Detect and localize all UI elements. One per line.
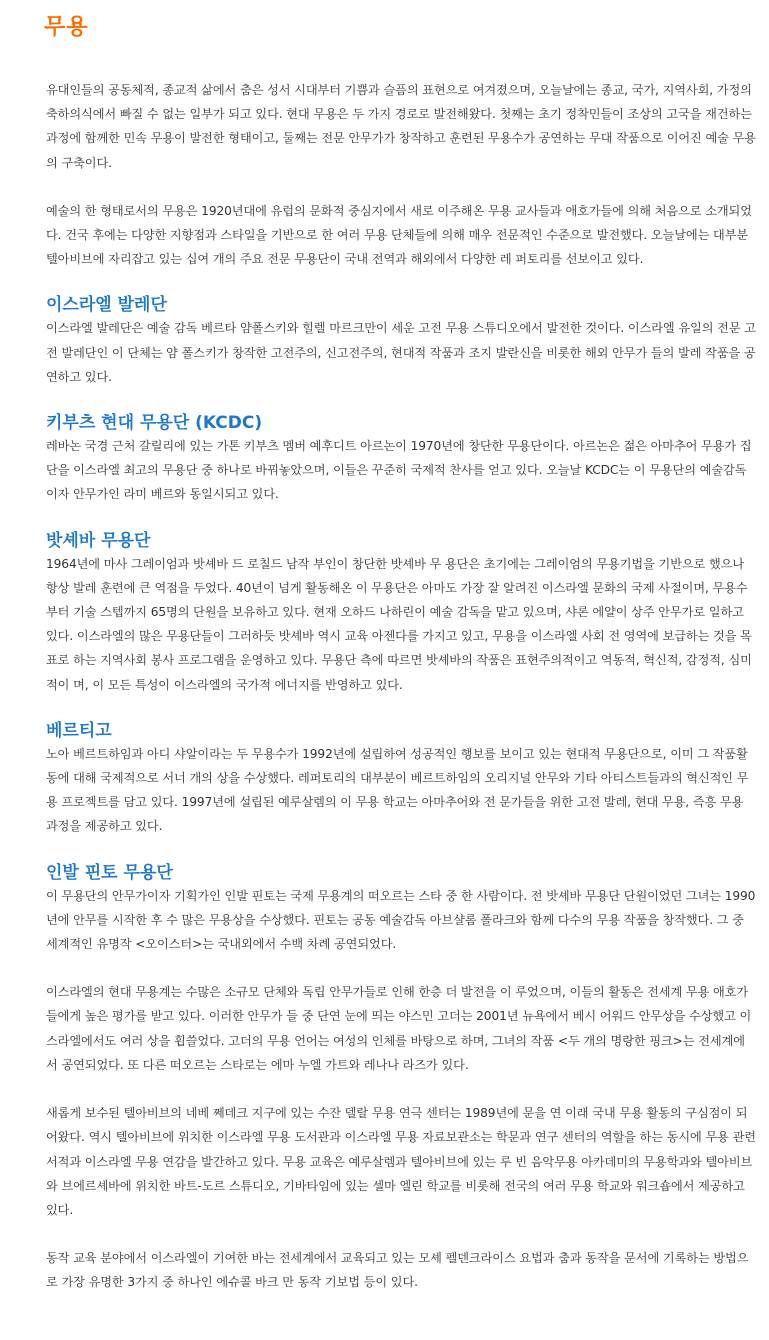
article-content <box>46 78 756 1295</box>
paragraph-spacer <box>46 175 756 199</box>
section-spacer <box>46 697 756 720</box>
section-title-israel-ballet: 이스라엘 발레단 <box>46 295 167 316</box>
intro-paragraph-1: 유대인들의 공동체적, 종교적 삶에서 춤은 성서 시대부터 기쁨과 슬픔의 표현으로 여겨졌으며, 오늘날에는 종교, 국가, 지역사회, 가정의 축하의식에서 빠질 수 없는 일부가 되고 있다. 현대 무용은 두 가지 경로로 발전해왔다. 첫째는 초기 정착민들이 조상의 고국을 재건하는 과정에 함께한 민속 무용이 발전한 형태이고, 둘째는 전문 안무가가 창작하고 훈련된 무용수가 공연하는 무대 작품으로 이어진 예술 무용의 구축이다. <box>46 83 756 170</box>
intro-paragraph-2: 예술의 한 형태로서의 무용은 1920년대에 유럽의 문화적 중심지에서 새로 이주해온 무용 교사들과 애호가들에 의해 처음으로 소개되었다. 건국 후에는 다양한 지향점과 스타일을 기반으로 한 여러 무용 단체들에 의해 매우 전문적인 수준으로 발전했다. 오늘날에는 대부분 텔아비브에 자리잡고 있는 십여 개의 주요 전문 무용단이 국내 전역과 해외에서 다양한 레 퍼토리를 선보이고 있다. <box>46 203 752 267</box>
section-spacer <box>46 839 756 862</box>
paragraph-spacer <box>46 1077 756 1101</box>
section-body-vertigo: 노아 베르트하임과 아디 샤알이라는 두 무용수가 1992년에 설립하여 성공적인 행보를 보이고 있는 현대적 무용단으로, 이미 그 작품활동에 대해 국제적으로 서너 개의 상을 수상했다. 레퍼토리의 대부분이 베르트하임의 오리지널 안무와 기타 아티스트들과의 혁신적인 무용 프로젝트를 담고 있다. 1997년에 설립된 예루살렘의 이 무용 학교는 아마추어와 전 문가들을 위한 고전 발레, 현대 무용, 즉흥 무용 과정을 제공하고 있다. <box>46 746 749 834</box>
section-spacer <box>46 271 756 294</box>
section-body-kcdc: 레바논 국경 근처 갈릴리에 있는 가톤 키부츠 멤버 예후디트 아르논이 1970년에 창단한 무용단이다. 아르논은 젊은 아마추어 무용가 집단을 이스라엘 최고의 무용단 중 하나로 바꿔놓았으며, 이들은 꾸준히 국제적 찬사를 얻고 있다. 오늘날 KCDC는 이 무용단의 예술감독이자 안무가인 라미 베르와 동일시되고 있다. <box>46 439 752 502</box>
page-title: 무용 <box>44 15 89 40</box>
section-title-batsheva: 밧셰바 무용단 <box>46 530 151 551</box>
outro-paragraph-2: 새롭게 보수된 텔아비브의 네베 쩨데크 지구에 있는 수잔 델랄 무용 연극 센터는 1989년에 문을 연 이래 국내 무용 활동의 구심점이 되어왔다. 역시 텔아비브에 위치한 이스라엘 무용 도서관과 이스라엘 무용 자료보관소는 학문과 연구 센터의 역할을 하는 동시에 무용 관련 서적과 이스라엘 무용 연감을 발간하고 있다. 무용 교육은 예루살렘과 텔아비브에 있는 루 빈 음악무용 아카데미의 무용학과와 텔아비브와 브에르셰바에 위치한 바트-도르 스튜디오, 기바타임에 있는 셀마 엘린 학교를 비롯해 전국의 여러 무용 학교와 워크숍에서 제공하고 있다. <box>46 1106 756 1217</box>
section-title-vertigo: 베르티고 <box>46 720 112 741</box>
section-body-batsheva: 1964년에 마사 그레이엄과 밧셰바 드 로칠드 남작 부인이 창단한 밧셰바 무 용단은 초기에는 그레이엄의 무용기법을 기반으로 했으나 항상 발레 훈련에 큰 역점을 두었다. 40년이 넘게 활동해온 이 무용단은 아마도 가장 잘 알려진 이스라엘 문화의 국제 사절이며, 무용수부터 기술 스텝까지 65명의 단원을 보유하고 있다. 현재 오하드 나하린이 예술 감독을 맡고 있으며, 샤론 에얄이 상주 안무가로 일하고 있다. 이스라엘의 많은 무용단들이 그러하듯 밧셰바 역시 교육 아젠다를 가지고 있고, 무용을 이스라엘 사회 전 영역에 보급하는 것을 목표로 하는 지역사회 봉사 프로그램을 운영하고 있다. 무용단 측에 따르면 밧셰바의 작품은 표현주의적이고 역동적, 혁신적, 감정적, 심미적이 며, 이 모든 특성이 이스라엘의 국가적 에너지를 반영하고 있다. <box>46 556 752 692</box>
outro-paragraph-3: 동작 교육 분야에서 이스라엘이 기여한 바는 전세계에서 교육되고 있는 모셰 펠덴크라이스 요법과 춤과 동작을 문서에 기록하는 방법으로 가장 유명한 3가지 중 하나인 에슈콜 바크 만 동작 기보법 등이 있다. <box>46 1251 749 1290</box>
section-spacer <box>46 507 756 530</box>
section-body-inbal-pinto: 이 무용단의 안무가이자 기획가인 인발 핀토는 국제 무용계의 떠오르는 스타 중 한 사람이다. 전 밧셰바 무용단 단원이었던 그녀는 1990년에 안무를 시작한 후 수 많은 무용상을 수상했다. 핀토는 공동 예술감독 아브샬롬 폴라크와 함께 다수의 무용 작품을 창작했다. 그 중 세계적인 유명작 <오이스터>는 국내외에서 수백 차례 공연되었다. <box>46 888 756 952</box>
section-spacer <box>46 389 756 412</box>
section-title-kcdc: 키부츠 현대 무용단 (KCDC) <box>46 413 263 434</box>
paragraph-spacer <box>46 1222 756 1246</box>
paragraph-spacer <box>46 956 756 980</box>
section-title-inbal-pinto: 인발 핀토 무용단 <box>46 862 173 883</box>
outro-paragraph-1: 이스라엘의 현대 무용계는 수많은 소규모 단체와 독립 안무가들로 인해 한층 더 발전을 이 루었으며, 이들의 활동은 전세계 무용 애호가들에게 높은 평가를 받고 있다. 이러한 안무가 들 중 단연 눈에 띄는 야스민 고더는 2001년 뉴욕에서 베시 어워드 안무상을 수상했고 이 스라엘에서도 여러 상을 휩쓸었다. 고더의 무용 언어는 여성의 인체를 바탕으로 하며, 그녀의 작품 <두 개의 명랑한 핑크>는 전세계에서 공연되었다. 또 다른 떠오르는 스타로는 에마 누엘 가트와 레나나 라즈가 있다. <box>46 985 752 1072</box>
section-body-israel-ballet: 이스라엘 발레단은 예술 감독 베르타 얌폴스키와 힐렐 마르크만이 세운 고전 무용 스튜디오에서 발전한 것이다. 이스라엘 유일의 전문 고전 발레단인 이 단체는 얌 폴스키가 창작한 고전주의, 신고전주의, 현대적 작품과 조지 발란신을 비롯한 해외 안무가 들의 발레 작품을 공연하고 있다. <box>46 321 756 384</box>
